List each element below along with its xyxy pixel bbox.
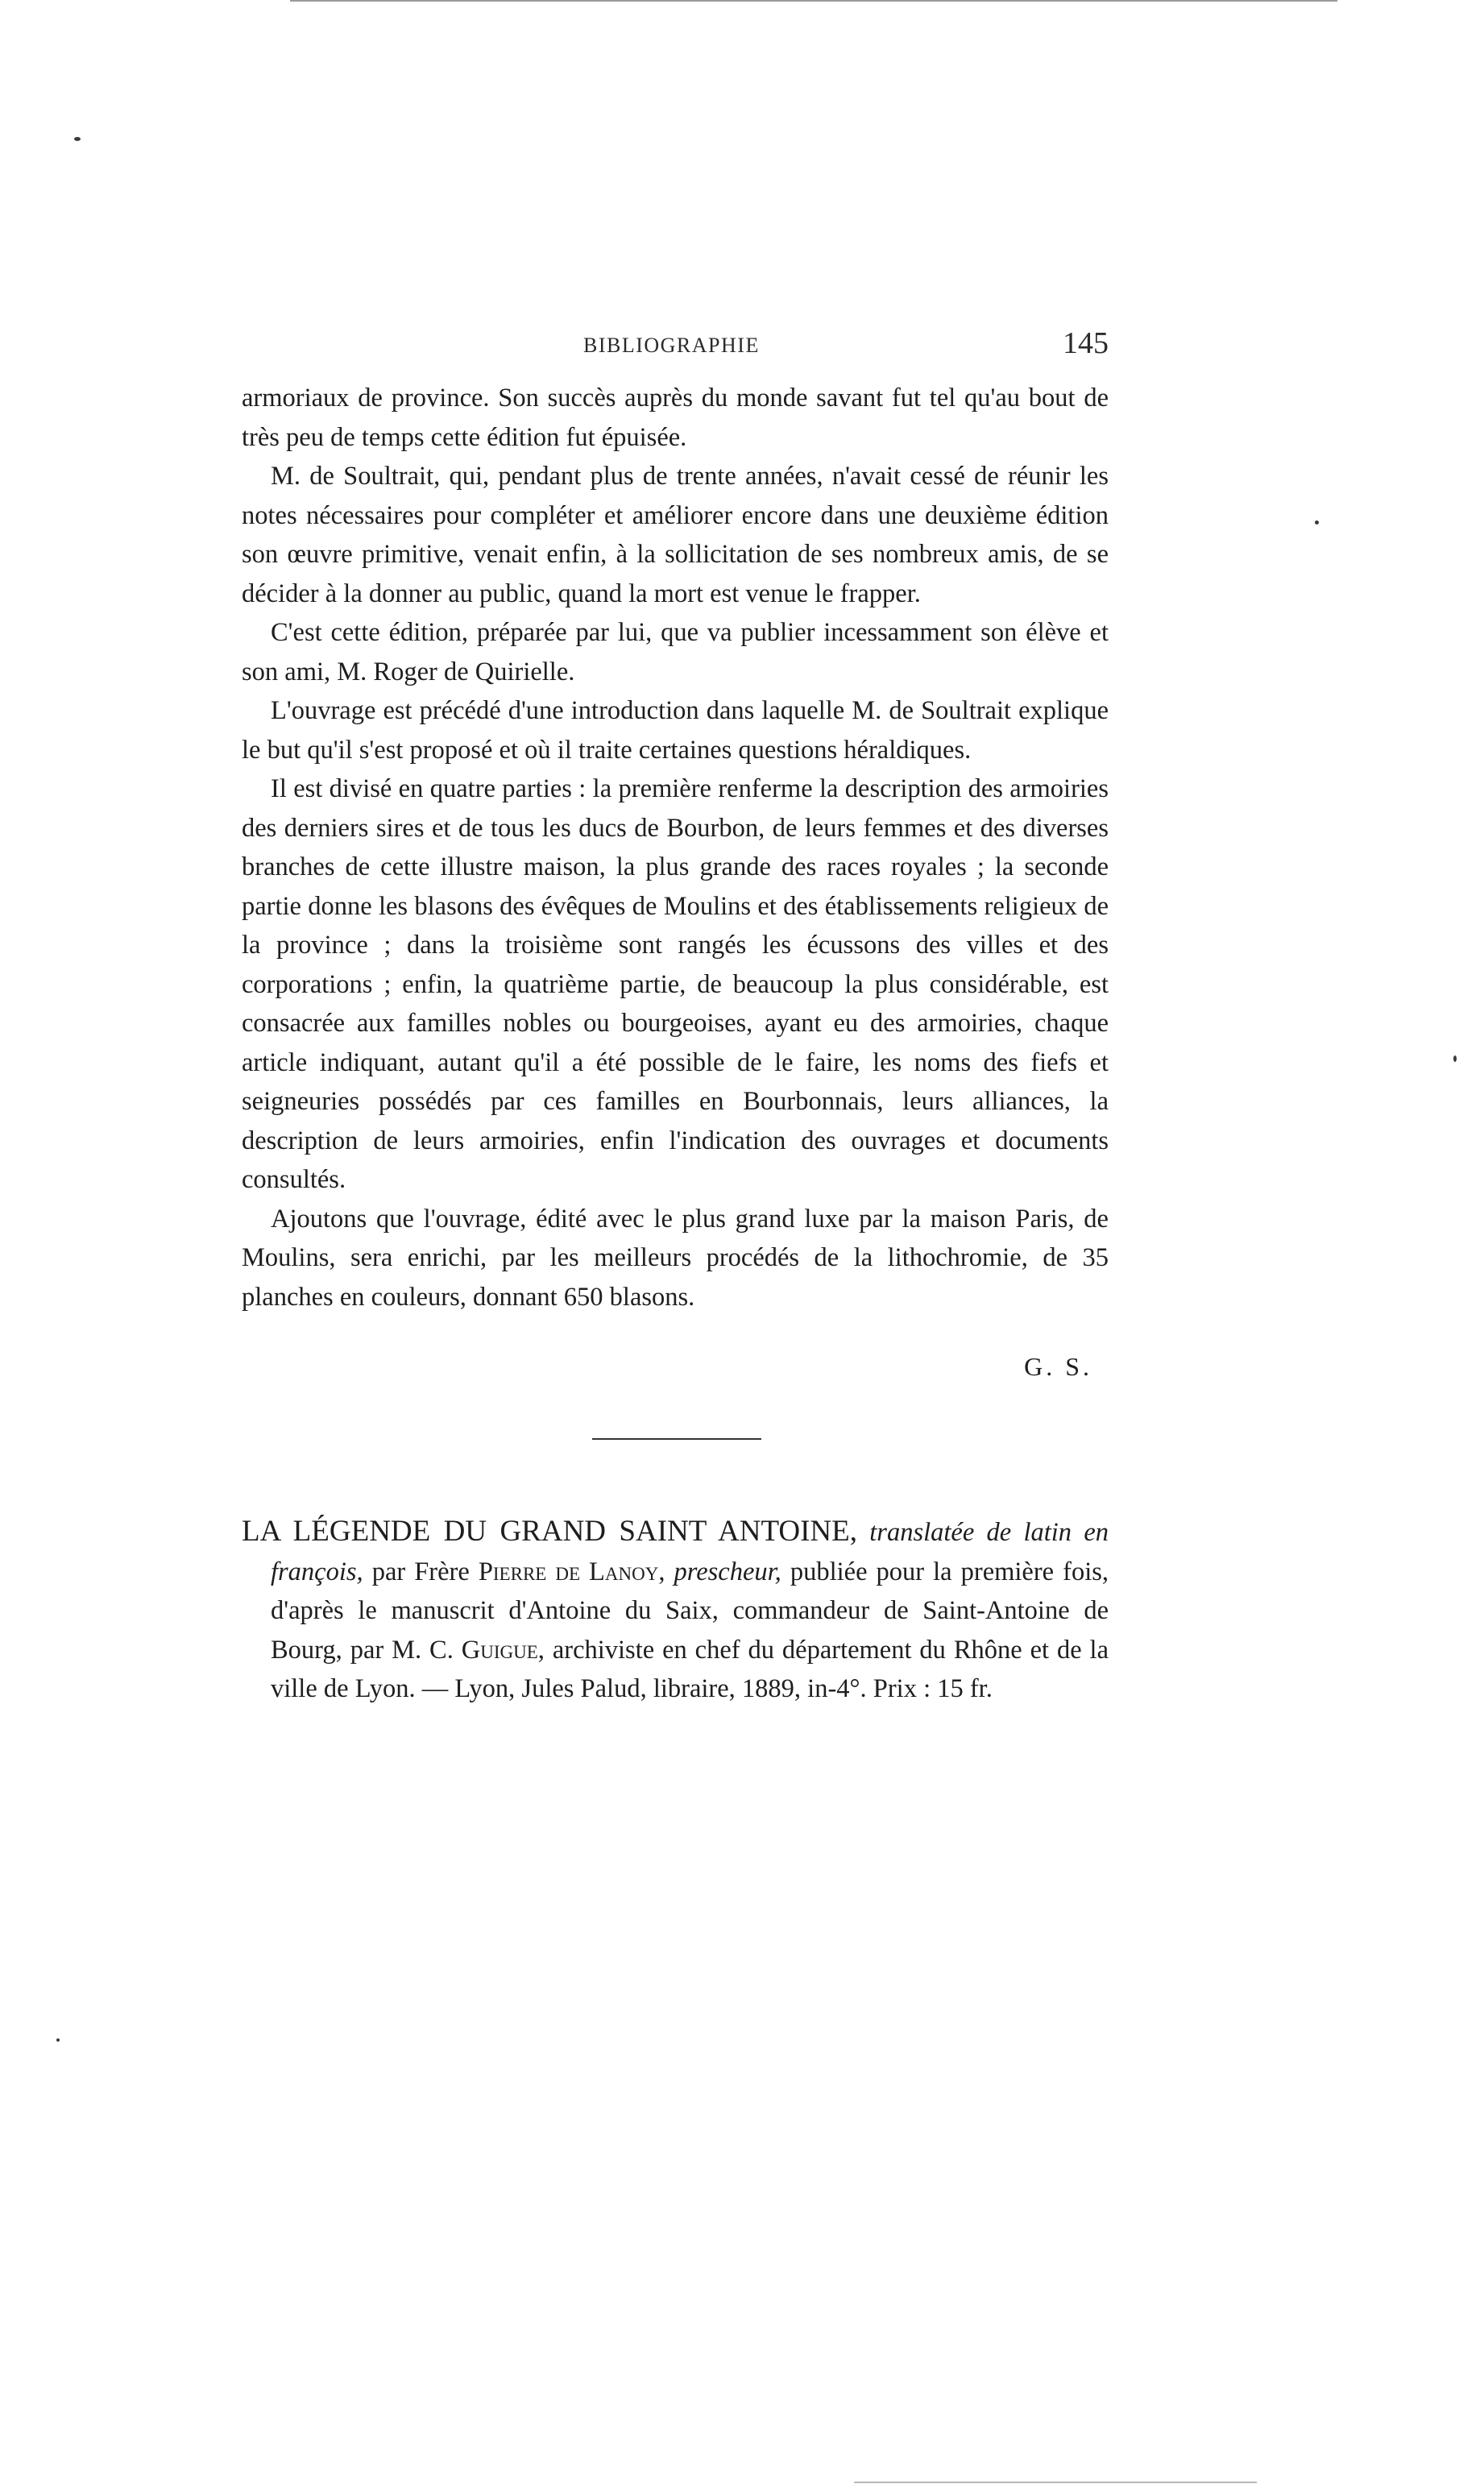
entry-description: publiée pour la première fois, d'après le manuscrit d'Antoine du Saix, commandeur de Saint-Antoine de Bourg, par M. C. <box>271 1557 1109 1665</box>
ink-fleck <box>1315 520 1319 525</box>
scan-bottom-edge <box>854 2482 1257 2483</box>
scan-top-edge <box>290 0 1337 2</box>
bibliography-entry <box>242 1512 1109 1709</box>
paragraph: Il est divisé en quatre parties : la première renferme la description des armoiries des derniers sires et de tous les ducs de Bourbon, de leurs femmes et des diverses branches de cette illustre maison, la plus grande des races royales ; la seconde partie donne les blasons des évêques de Moulins et des établissements religieux de la province ; dans la troisième sont rangés les écussons des villes et des corporations ; enfin, la quatrième partie, de beaucoup la plus considérable, est consacrée aux familles nobles ou bourgeoises, ayant eu des armoiries, chaque article indiquant, autant qu'il a été possible de le faire, les noms des fiefs et seigneuries possédés par ces familles en Bourbonnais, leurs alliances, la description de leurs armoiries, enfin l'indication des ouvrages et documents consultés. <box>242 774 1109 1194</box>
page-number: 145 <box>1063 326 1109 360</box>
entry-publication: archiviste en chef du département du Rhône et de la ville de Lyon. — Lyon, Jules Palud, libraire, 1889, in-4°. Prix : 15 fr. <box>271 1635 1109 1703</box>
paragraph: C'est cette édition, préparée par lui, que va publier incessamment son élève et son ami, M. Roger de Quirielle. <box>242 618 1109 686</box>
section-divider <box>592 1438 761 1440</box>
ink-fleck <box>1453 1055 1457 1062</box>
running-title: BIBLIOGRAPHIE <box>583 334 760 357</box>
book-page <box>242 314 1109 1735</box>
entry-author-role: prescheur, <box>674 1557 781 1586</box>
entry-title: LA LÉGENDE DU GRAND SAINT ANTOINE, <box>242 1515 858 1548</box>
running-head <box>242 314 1109 379</box>
ink-fleck <box>74 137 81 141</box>
paragraph: armoriaux de province. Son succès auprès du monde savant fut tel qu'au bout de très peu de temps cette édition fut épuisée. <box>242 384 1109 452</box>
entry-author: Pierre de Lanoy, <box>478 1557 665 1586</box>
signature: G. S. <box>1024 1352 1092 1381</box>
review-body <box>242 379 1109 1317</box>
entry-editor: Guigue, <box>461 1635 545 1665</box>
entry-title-italic: translatée de latin en françois, <box>271 1518 1109 1586</box>
entry-by: par Frère <box>371 1557 470 1586</box>
paragraph: M. de Soultrait, qui, pendant plus de trente années, n'avait cessé de réunir les notes nécessaires pour compléter et améliorer encore dans une deuxième édition son œuvre primitive, venait enfin, à la sollicitation de ses nombreux amis, de se décider à la donner au public, quand la mort est venue le frapper. <box>242 462 1109 608</box>
paragraph: Ajoutons que l'ouvrage, édité avec le plus grand luxe par la maison Paris, de Moulins, sera enrichi, par les meilleurs procédés de la lithochromie, de 35 planches en couleurs, donnant 650 blasons. <box>242 1204 1109 1312</box>
ink-fleck <box>56 2038 60 2042</box>
paragraph: L'ouvrage est précédé d'une introduction dans laquelle M. de Soultrait explique le but qu'il s'est proposé et où il traite certaines questions héraldiques. <box>242 696 1109 765</box>
